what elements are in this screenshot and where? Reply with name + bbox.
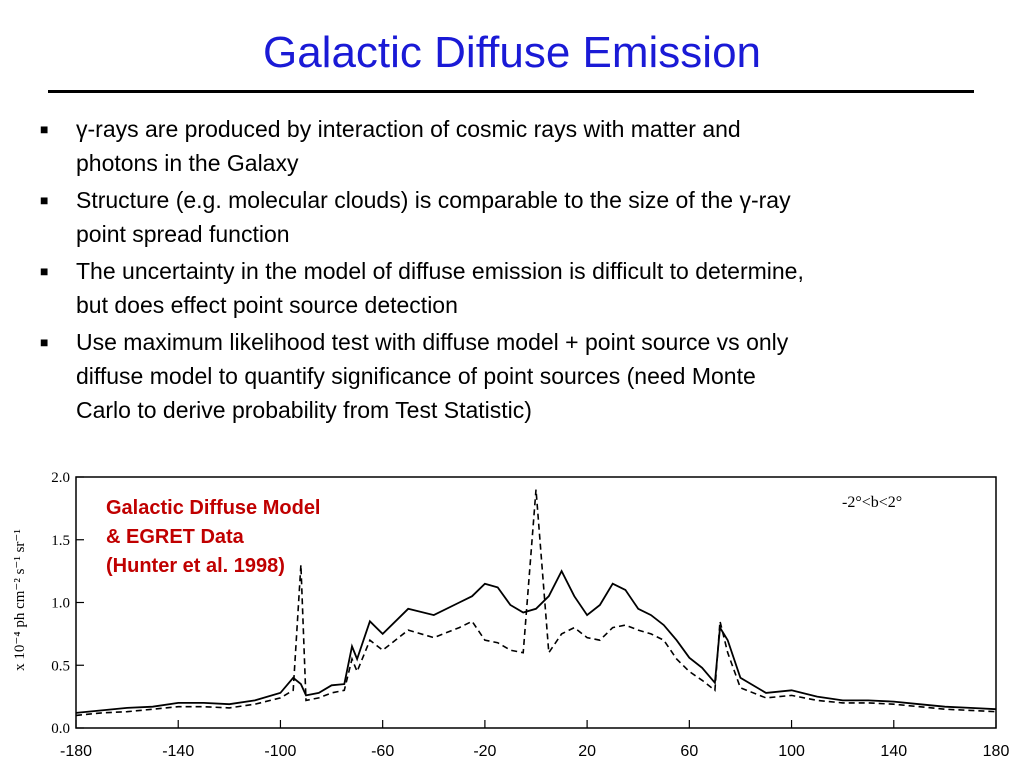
y-tick-label: 1.5 <box>51 532 70 549</box>
annotation-line: & EGRET Data <box>106 526 244 548</box>
title-divider <box>48 90 974 93</box>
bullet-line: diffuse model to quantify significance of point sources (need Monte <box>76 363 756 389</box>
bullet-line: photons in the Galaxy <box>76 150 299 176</box>
y-tick-label: 1.0 <box>51 595 70 612</box>
bullet-list <box>36 112 996 430</box>
y-tick-label: 0.0 <box>51 721 70 737</box>
y-tick-label: 0.5 <box>51 658 70 675</box>
x-axis <box>60 720 1009 760</box>
bullet-line: point spread function <box>76 221 290 247</box>
bullet-line: Carlo to derive probability from Test Statistic) <box>76 397 532 423</box>
bullet-item <box>36 112 996 180</box>
bullet-line: γ-rays are produced by interaction of cosmic rays with matter and <box>76 116 741 142</box>
annotation-line: (Hunter et al. 1998) <box>106 555 285 577</box>
bullet-line: but does effect point source detection <box>76 292 458 318</box>
x-tick-label: -60 <box>371 743 395 760</box>
bullet-item <box>36 183 996 251</box>
x-tick-label: 60 <box>680 743 699 760</box>
x-tick-label: -140 <box>162 743 195 760</box>
bullet-line: Structure (e.g. molecular clouds) is comparable to the size of the γ-ray <box>76 187 791 213</box>
x-tick-label: 100 <box>778 743 805 760</box>
y-axis-label: x 10⁻⁴ ph cm⁻² s⁻¹ sr⁻¹ <box>12 529 28 671</box>
bullet-item <box>36 254 996 322</box>
bullet-line: Use maximum likelihood test with diffuse model + point source vs only <box>76 329 789 355</box>
x-tick-label: 180 <box>982 743 1010 760</box>
annotation-line: Galactic Diffuse Model <box>106 497 321 519</box>
x-tick-label: 20 <box>578 743 597 760</box>
slide-title: Galactic Diffuse Emission <box>262 28 762 77</box>
y-tick-label: 2.0 <box>51 470 70 486</box>
latitude-range-label: -2°<b<2° <box>842 494 903 511</box>
bullet-square-icon: ■ <box>40 263 49 279</box>
chart-annotation <box>106 494 321 581</box>
bullet-square-icon: ■ <box>40 192 49 208</box>
x-tick-label: -20 <box>473 743 497 760</box>
bullet-square-icon: ■ <box>40 121 49 137</box>
x-tick-label: 140 <box>880 743 908 760</box>
bullet-item <box>36 325 996 427</box>
x-tick-label: -100 <box>264 743 297 760</box>
series-line-solid <box>76 571 996 713</box>
bullet-square-icon: ■ <box>40 334 49 350</box>
y-axis <box>51 470 84 737</box>
bullet-line: The uncertainty in the model of diffuse emission is difficult to determine, <box>76 258 804 284</box>
x-tick-label: -180 <box>59 743 93 760</box>
